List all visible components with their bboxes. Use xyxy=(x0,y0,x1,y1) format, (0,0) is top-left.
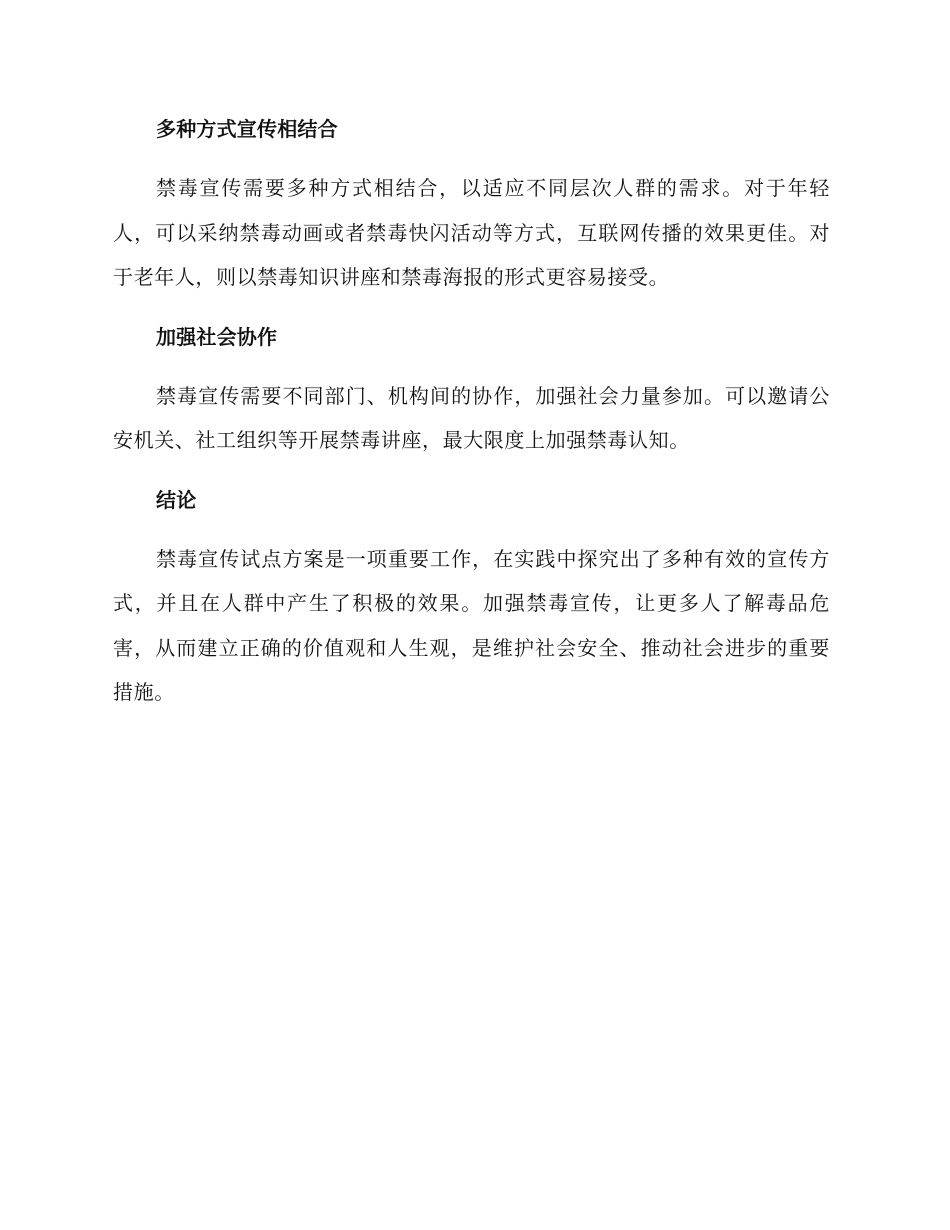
section-paragraph: 禁毒宣传试点方案是一项重要工作，在实践中探究出了多种有效的宣传方式，并且在人群中产生了积极的效果。加强禁毒宣传，让更多人了解毒品危害，从而建立正确的价值观和人生观，是维护社会安全、推动社会进步的重要措施。 xyxy=(113,546,830,704)
section-heading: 加强社会协作 xyxy=(156,324,278,349)
section-multiple-methods xyxy=(113,114,830,300)
section-social-cooperation xyxy=(113,322,830,463)
section-paragraph: 禁毒宣传需要不同部门、机构间的协作，加强社会力量参加。可以邀请公安机关、社工组织等开展禁毒讲座，最大限度上加强禁毒认知。 xyxy=(113,383,830,452)
section-paragraph: 禁毒宣传需要多种方式相结合，以适应不同层次人群的需求。对于年轻人，可以采纳禁毒动画或者禁毒快闪活动等方式，互联网传播的效果更佳。对于老年人，则以禁毒知识讲座和禁毒海报的形式更容易接受。 xyxy=(113,176,830,289)
section-heading: 结论 xyxy=(156,487,197,512)
section-heading: 多种方式宣传相结合 xyxy=(156,117,338,141)
section-conclusion xyxy=(113,485,830,715)
